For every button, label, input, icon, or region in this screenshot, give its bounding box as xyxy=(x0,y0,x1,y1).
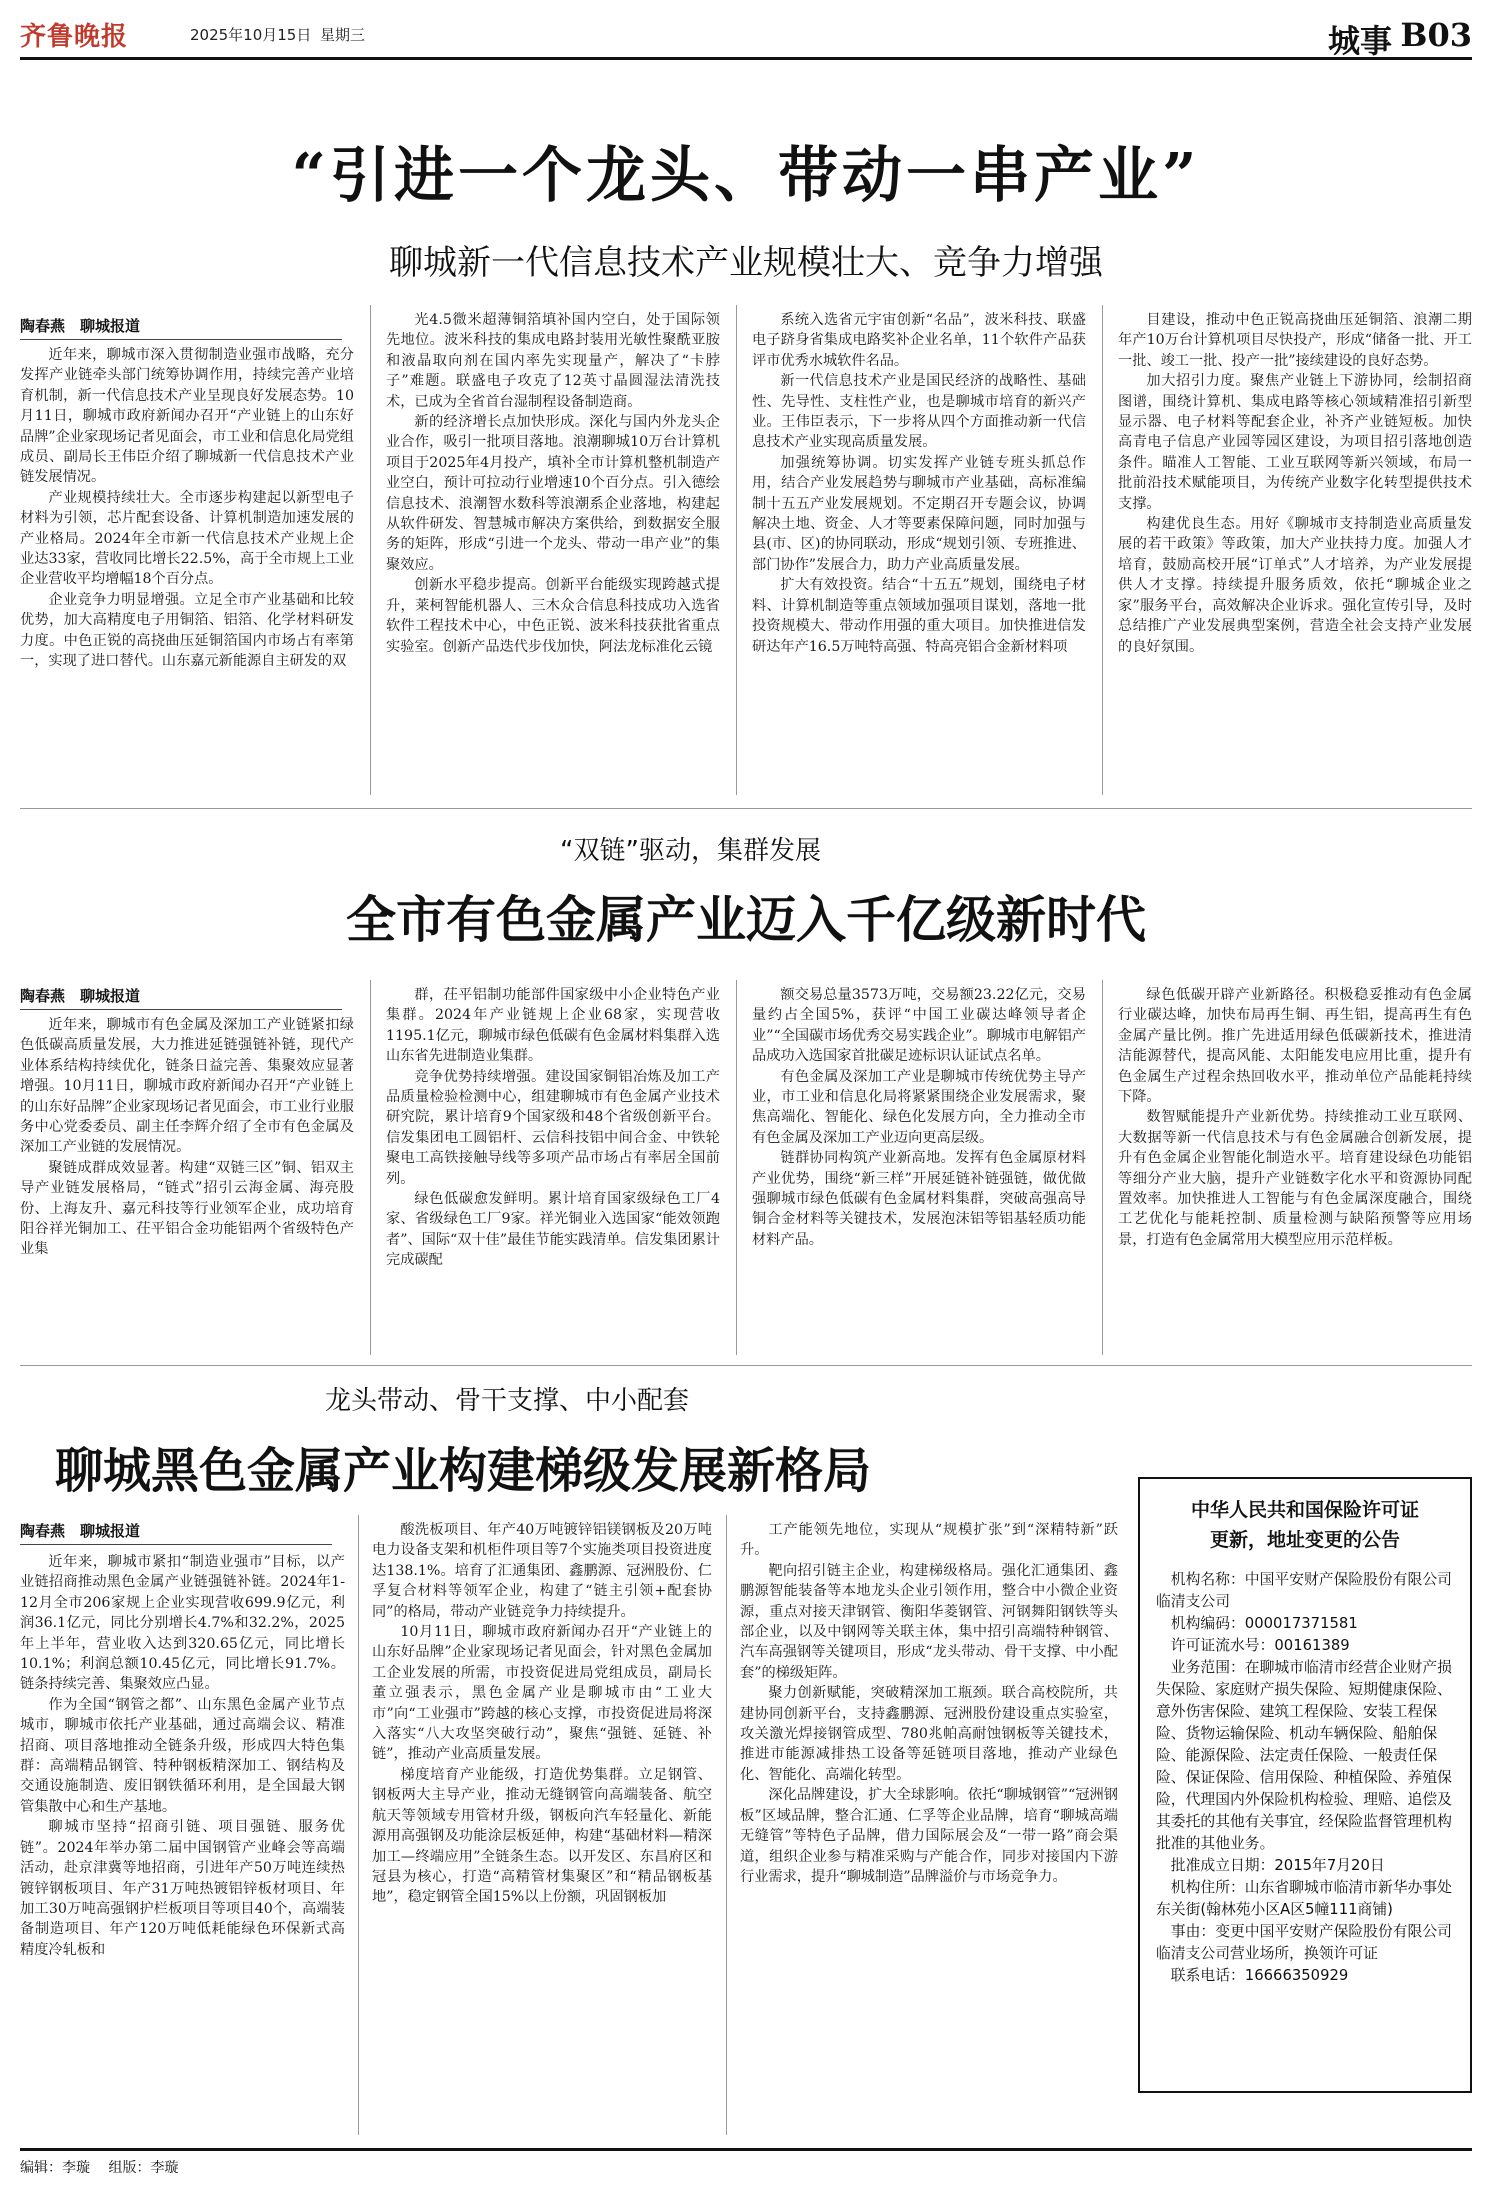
layout-credit: 组版：李璇 xyxy=(108,2160,179,2176)
editor-credit: 编辑：李璇 xyxy=(20,2160,90,2176)
paragraph: 近年来，聊城市紧扣“制造业强市”目标，以产业链招商推动黑色金属产业链强链补链。2024年1-12月全市206家规上企业实现营收699.9亿元，利润36.1亿元，同比分别增长4.7%和32.2%，2025年上半年，营业收入达到320.65亿元，同比增长10.1%；利润总额10.45亿元，同比增长91.7%。链条持续完善、集聚效应凸显。 xyxy=(20,1554,345,1693)
paragraph: 光4.5微米超薄铜箔填补国内空白，处于国际领先地位。波米科技的集成电路封装用光敏性聚酰亚胺和液晶取向剂在国内率先实现量产，解决了“卡脖子”难题。联盛电子攻克了12英寸晶圆湿法清洗技术，已成为全省首台湿制程设备制造商。 xyxy=(386,312,720,410)
notice-line: 机构编码：000017371581 xyxy=(1170,1615,1358,1632)
article2-column-1 xyxy=(20,1015,354,1355)
newspaper-logo: 齐鲁晚报 xyxy=(20,22,129,52)
column-divider xyxy=(370,305,371,795)
paragraph: 群，茌平铝制功能部件国家级中小企业特色产业集群。2024年产业链规上企业68家，实现营收1195.1亿元，聊城市绿色低碳有色金属材料集群入选山东省先进制造业集群。 xyxy=(386,987,720,1065)
article1-column-1 xyxy=(20,345,354,795)
column-divider xyxy=(1102,980,1103,1355)
article2-byline: 陶春燕 聊城报道 xyxy=(20,985,342,1010)
article1-column-3 xyxy=(752,310,1086,795)
section-name: 城事 xyxy=(1327,22,1392,60)
notice-title-line-1: 中华人民共和国保险许可证 xyxy=(1190,1499,1419,1521)
insurance-license-notice xyxy=(1138,1477,1472,2093)
page-number: B03 xyxy=(1400,16,1472,54)
article2-title: 全市有色金属产业迈入千亿级新时代 xyxy=(346,890,1146,949)
article3-column-2 xyxy=(372,1520,712,2132)
paragraph: 深化品牌建设，扩大全球影响。依托“聊城钢管”“冠洲钢板”区域品牌，整合汇通、仁孚等企业品牌，培育“聊城高端无缝管”等特色子品牌，借力国际展会及“一带一路”商会渠道，组织企业参与精准采购与产能合作，同步对接国内下游行业需求，提升“聊城制造”品牌溢价与市场竞争力。 xyxy=(740,1787,1118,1885)
paragraph: 酸洗板项目、年产40万吨镀锌铝镁钢板及20万吨电力设备支架和机柜件项目等7个实施类项目投资进度达138.1%。培育了汇通集团、鑫鹏源、冠洲股份、仁孚复合材料等领军企业，构建了“链主引领+配套协同”的格局，带动产业链竞争力持续提升。 xyxy=(372,1522,712,1620)
article1-title: “引进一个龙头、带动一串产业” xyxy=(291,141,1201,211)
paragraph: 聊城市坚持“招商引链、项目强链、服务优链”。2024年举办第二届中国钢管产业峰会等高端活动，赴京津冀等地招商，引进年产50万吨连续热镀锌钢板项目、年产31万吨热镀铝锌板材项目、年加工30万吨高强钢护栏板项目等项目40个，高端装备制造项目、年产120万吨低耗能绿色环保新式高精度冷轧板和 xyxy=(20,1819,345,1958)
paragraph: 额交易总量3573万吨，交易额23.22亿元，交易量约占全国5%，获评“中国工业碳达峰领导者企业”“全国碳市场优秀交易实践企业”。聊城市电解铝产品成功入选国家首批碳足迹标识认证试点名单。 xyxy=(752,987,1086,1065)
notice-line: 业务范围：在聊城市临清市经营企业财产损失保险、家庭财产损失保险、短期健康保险、意外伤害保险、建筑工程保险、安装工程保险、货物运输保险、机动车辆保险、船舶保险、能源保险、法定责任保险、一般责任保险、保证保险、信用保险、种植保险、养殖保险，代理国内外保险机构检验、理赔、追偿及其委托的其他有关事宜，经保险监督管理机构批准的其他业务。 xyxy=(1156,1659,1452,1852)
notice-line: 联系电话：16666350929 xyxy=(1170,1967,1349,1984)
article3-byline: 陶春燕 聊城报道 xyxy=(20,1520,332,1545)
paragraph: 目建设，推动中色正锐高挠曲压延铜箔、浪潮二期年产10万台计算机项目尽快投产，形成“储备一批、开工一批、竣工一批、投产一批”接续建设的良好态势。 xyxy=(1118,312,1472,369)
paragraph: 新的经济增长点加快形成。深化与国内外龙头企业合作，吸引一批项目落地。浪潮聊城10万台计算机项目于2025年4月投产，填补全市计算机整机制造产业空白，预计可拉动行业增速10个百分点。引入德绘信息技术、浪潮智水数科等浪潮系企业落地，构建起从软件研发、智慧城市解决方案供给，到数据安全服务的矩阵，形成“引进一个龙头、带动一串产业”的集聚效应。 xyxy=(386,414,720,573)
article1-subtitle: 聊城新一代信息技术产业规模壮大、竞争力增强 xyxy=(389,243,1103,283)
paragraph: 工产能领先地位，实现从“规模扩张”到“深精特新”跃升。 xyxy=(740,1522,1118,1559)
paragraph: 绿色低碳开辟产业新路径。积极稳妥推动有色金属行业碳达峰，加快布局再生铜、再生铝，提高再生有色金属产量比例。推广先进适用绿色低碳新技术，推进清洁能源替代，提高风能、太阳能发电应用比重，提升有色金属生产过程余热回收水平，推动单位产品能耗持续下降。 xyxy=(1118,987,1472,1106)
paragraph: 加强统筹协调。切实发挥产业链专班头抓总作用，结合产业发展趋势与聊城市产业基础，高标准编制十五五产业发展规划。不定期召开专题会议，协调解决土地、资金、人才等要素保障问题，同时加强与县(市、区)的协同联动，形成“规划引领、专班推进、部门协作”发展合力，助力产业高质量发展。 xyxy=(752,454,1086,573)
paragraph: 竞争优势持续增强。建设国家铜铝冶炼及加工产品质量检验检测中心，组建聊城市有色金属产业技术研究院，累计培育9个国家级和48个省级创新平台。信发集团电工圆铝杆、云信科技铝中间合金、中铁轮聚电工高铁接触导线等多项产品市场占有率居全国前列。 xyxy=(386,1068,720,1187)
section-divider xyxy=(20,1365,1472,1366)
paragraph: 企业竞争力明显增强。立足全市产业基础和比较优势，加大高精度电子用铜箔、铝箔、化学材料研发力度。中色正锐的高挠曲压延铜箔国内市场占有率第一，实现了进口替代。山东嘉元新能源自主研发的双 xyxy=(20,591,354,670)
notice-line: 机构住所：山东省聊城市临清市新华办事处东关街(翰林苑小区A区5幢111商铺) xyxy=(1156,1879,1452,1918)
paragraph: 创新水平稳步提高。创新平台能级实现跨越式提升，莱柯智能机器人、三木众合信息科技成功入选省软件工程技术中心，中色正锐、波米科技获批省重点实验室。创新产品迭代步伐加快，阿法龙标准化云镜 xyxy=(386,577,720,655)
article2-column-2 xyxy=(386,985,720,1355)
article3-column-3 xyxy=(740,1520,1118,2132)
section-divider xyxy=(20,808,1472,809)
article2-kicker: “双链”驱动，集群发展 xyxy=(560,836,821,866)
paragraph: 作为全国“钢管之都”、山东黑色金属产业节点城市，聊城市依托产业基础，通过高端会议、精准招商、项目落地推动全链条升级，形成四大特色集群：高端精品钢管、特种钢板精深加工、钢结构及交通设施制造、废旧钢铁循环利用，是全国最大钢管集散中心和生产基地。 xyxy=(20,1696,345,1815)
column-divider xyxy=(736,980,737,1355)
column-divider xyxy=(726,1515,727,2135)
paragraph: 10月11日，聊城市政府新闻办召开“产业链上的山东好品牌”企业家现场记者见面会，针对黑色金属加工企业发展的所需，市投资促进局党组成员，副局长董立强表示，黑色金属产业是聊城市由“工业大市”向“工业强市”跨越的核心支撑，市投资促进局将深入落实“八大攻坚突破行动”，聚焦“强链、延链、补链”，推动产业高质量发展。 xyxy=(372,1624,712,1763)
notice-title-line-2: 更新，地址变更的公告 xyxy=(1209,1529,1400,1551)
issue-date: 2025年10月15日 xyxy=(190,26,312,44)
paragraph: 构建优良生态。用好《聊城市支持制造业高质量发展的若干政策》等政策，加大产业扶持力度。加强人才培育，鼓励高校开展“订单式”人才培养，为产业发展提供人才支撑。持续提升服务质效，依托“聊城企业之家”服务平台，高效解决企业诉求。强化宣传引导，及时总结推广产业发展典型案例，营造全社会支持产业发展的良好氛围。 xyxy=(1118,516,1472,655)
notice-line: 许可证流水号：00161389 xyxy=(1170,1637,1350,1654)
column-divider xyxy=(1102,305,1103,795)
paragraph: 加大招引力度。聚焦产业链上下游协同，绘制招商图谱，围绕计算机、集成电路等核心领域精准招引新型显示器、电子材料等配套企业，补齐产业链短板。加快高青电子信息产业园等园区建设，为项目招引落地创造条件。瞄准人工智能、工业互联网等新兴领域，布局一批前沿技术赋能项目，为传统产业数字化转型提供技术支撑。 xyxy=(1118,373,1472,512)
paragraph: 梯度培育产业能级，打造优势集群。立足钢管、钢板两大主导产业，推动无缝钢管向高端装备、航空航天等领域专用管材升级，钢板向汽车轻量化、新能源用高强钢及功能涂层板延伸，构建“基础材料—精深加工—终端应用”全链条生态。以开发区、东昌府区和冠县为核心，打造“高精管材集聚区”和“精品钢板基地”，稳定钢管全国15%以上份额，巩固钢板加 xyxy=(372,1766,712,1906)
notice-line: 机构名称：中国平安财产保险股份有限公司临清支公司 xyxy=(1156,1571,1452,1610)
paragraph: 靶向招引链主企业，构建梯级格局。强化汇通集团、鑫鹏源智能装备等本地龙头企业引领作用，整合中小微企业资源，重点对接天津钢管、衡阳华菱钢管、河钢舞阳钢铁等头部企业，以及中钢网等关联主体，集中招引高端特种钢管、汽车高强钢等关键项目，形成“龙头带动、骨干支撑、中小配套”的梯级矩阵。 xyxy=(740,1562,1118,1681)
paragraph: 新一代信息技术产业是国民经济的战略性、基础性、先导性、支柱性产业，也是聊城市培育的新兴产业。王伟臣表示，下一步将从四个方面推动新一代信息技术产业实现高质量发展。 xyxy=(752,373,1086,451)
paragraph: 聚力创新赋能，突破精深加工瓶颈。联合高校院所，共建协同创新平台，支持鑫鹏源、冠洲股份建设重点实验室，攻关激光焊接钢管成型、780兆帕高耐蚀钢板等关键技术，推进市能源减排热工设备等延链项目落地，推动产业绿色化、智能化、高端化转型。 xyxy=(740,1685,1118,1783)
paragraph: 近年来，聊城市深入贯彻制造业强市战略，充分发挥产业链牵头部门统筹协调作用，持续完善产业培育机制，新一代信息技术产业呈现良好发展态势。10月11日，聊城市政府新闻办召开“产业链上的山东好品牌”企业家现场记者见面会，市工业和信息化局党组成员、副局长王伟臣介绍了聊城新一代信息技术产业链发展情况。 xyxy=(20,347,354,486)
paragraph: 产业规模持续壮大。全市逐步构建起以新型电子材料为引领，芯片配套设备、计算机制造加速发展的产业格局。2024年全市新一代信息技术产业规上企业达33家，营收同比增长22.5%，高于全市规上工业企业营收平均增幅18个百分点。 xyxy=(20,489,354,588)
notice-line: 事由：变更中国平安财产保险股份有限公司临清支公司营业场所，换领许可证 xyxy=(1156,1923,1452,1962)
paragraph: 链群协同构筑产业新高地。发挥有色金属原材料产业优势，围绕“新三样”开展延链补链强链，做优做强聊城市绿色低碳有色金属材料集群，突破高强高导铜合金材料等关键技术，发展泡沫铝等铝基轻质功能材料产品。 xyxy=(752,1150,1086,1248)
article1-column-4 xyxy=(1118,310,1472,795)
page-footer xyxy=(20,2148,1472,2177)
paragraph: 聚链成群成效显著。构建“双链三区”铜、铝双主导产业链发展格局，“链式”招引云海金属、海亮股份、上海友升、嘉元科技等行业领军企业，成功培育阳谷祥光铜加工、茌平铝合金功能铝两个省级特色产业集 xyxy=(20,1159,354,1258)
paragraph: 数智赋能提升产业新优势。持续推动工业互联网、大数据等新一代信息技术与有色金属融合创新发展，提升有色金属企业智能化制造水平。培育建设绿色功能铝等细分产业大脑，提升产业链数字化水平和资源协同配置效率。加快推进人工智能与有色金属深度融合，围绕工艺优化与能耗控制、质量检测与缺陷预警等应用场景，打造有色金属常用大模型应用示范样板。 xyxy=(1118,1109,1472,1248)
notice-body xyxy=(1156,1569,1454,1987)
column-divider xyxy=(736,305,737,795)
paragraph: 有色金属及深加工产业是聊城市传统优势主导产业，市工业和信息化局将紧紧围绕企业发展需求，聚焦高端化、智能化、绿色化发展方向，全力推动全市有色金属及深加工产业迈向更高层级。 xyxy=(752,1068,1086,1146)
paragraph: 系统入选省元宇宙创新“名品”，波米科技、联盛电子跻身省集成电路奖补企业名单，11个软件产品获评市优秀水城软件名品。 xyxy=(752,312,1086,369)
article2-column-4 xyxy=(1118,985,1472,1355)
article3-column-1 xyxy=(20,1552,345,2132)
article3-kicker: 龙头带动、骨干支撑、中小配套 xyxy=(325,1386,690,1416)
paragraph: 扩大有效投资。结合“十五五”规划，围绕电子材料、计算机制造等重点领域加强项目谋划，落地一批投资规模大、带动作用强的重大项目。加快推进信发研达年产16.5万吨特高强、特高亮铝合金新材料项 xyxy=(752,577,1086,655)
article3-title: 聊城黑色金属产业构建梯级发展新格局 xyxy=(55,1443,872,1499)
column-divider xyxy=(358,1515,359,2135)
issue-weekday: 星期三 xyxy=(320,26,366,44)
paragraph: 绿色低碳愈发鲜明。累计培育国家级绿色工厂4家、省级绿色工厂9家。祥光铜业入选国家“能效领跑者”、国际“双十佳”最佳节能实践清单。信发集团累计完成碳配 xyxy=(386,1191,720,1269)
notice-line: 批准成立日期：2015年7月20日 xyxy=(1170,1857,1385,1874)
article1-column-2 xyxy=(386,310,720,795)
article1-byline: 陶春燕 聊城报道 xyxy=(20,315,342,340)
column-divider xyxy=(370,980,371,1355)
page-header xyxy=(20,14,1472,60)
paragraph: 近年来，聊城市有色金属及深加工产业链紧扣绿色低碳高质量发展，大力推进延链强链补链，现代产业体系结构持续优化，链条日益完善、集聚效应显著增强。10月11日，聊城市政府新闻办召开“产业链上的山东好品牌”企业家现场记者见面会，市工业行业服务中心党委委员、副主任李辉介绍了全市有色金属及深加工产业链的发展情况。 xyxy=(20,1017,354,1156)
article2-column-3 xyxy=(752,985,1086,1355)
